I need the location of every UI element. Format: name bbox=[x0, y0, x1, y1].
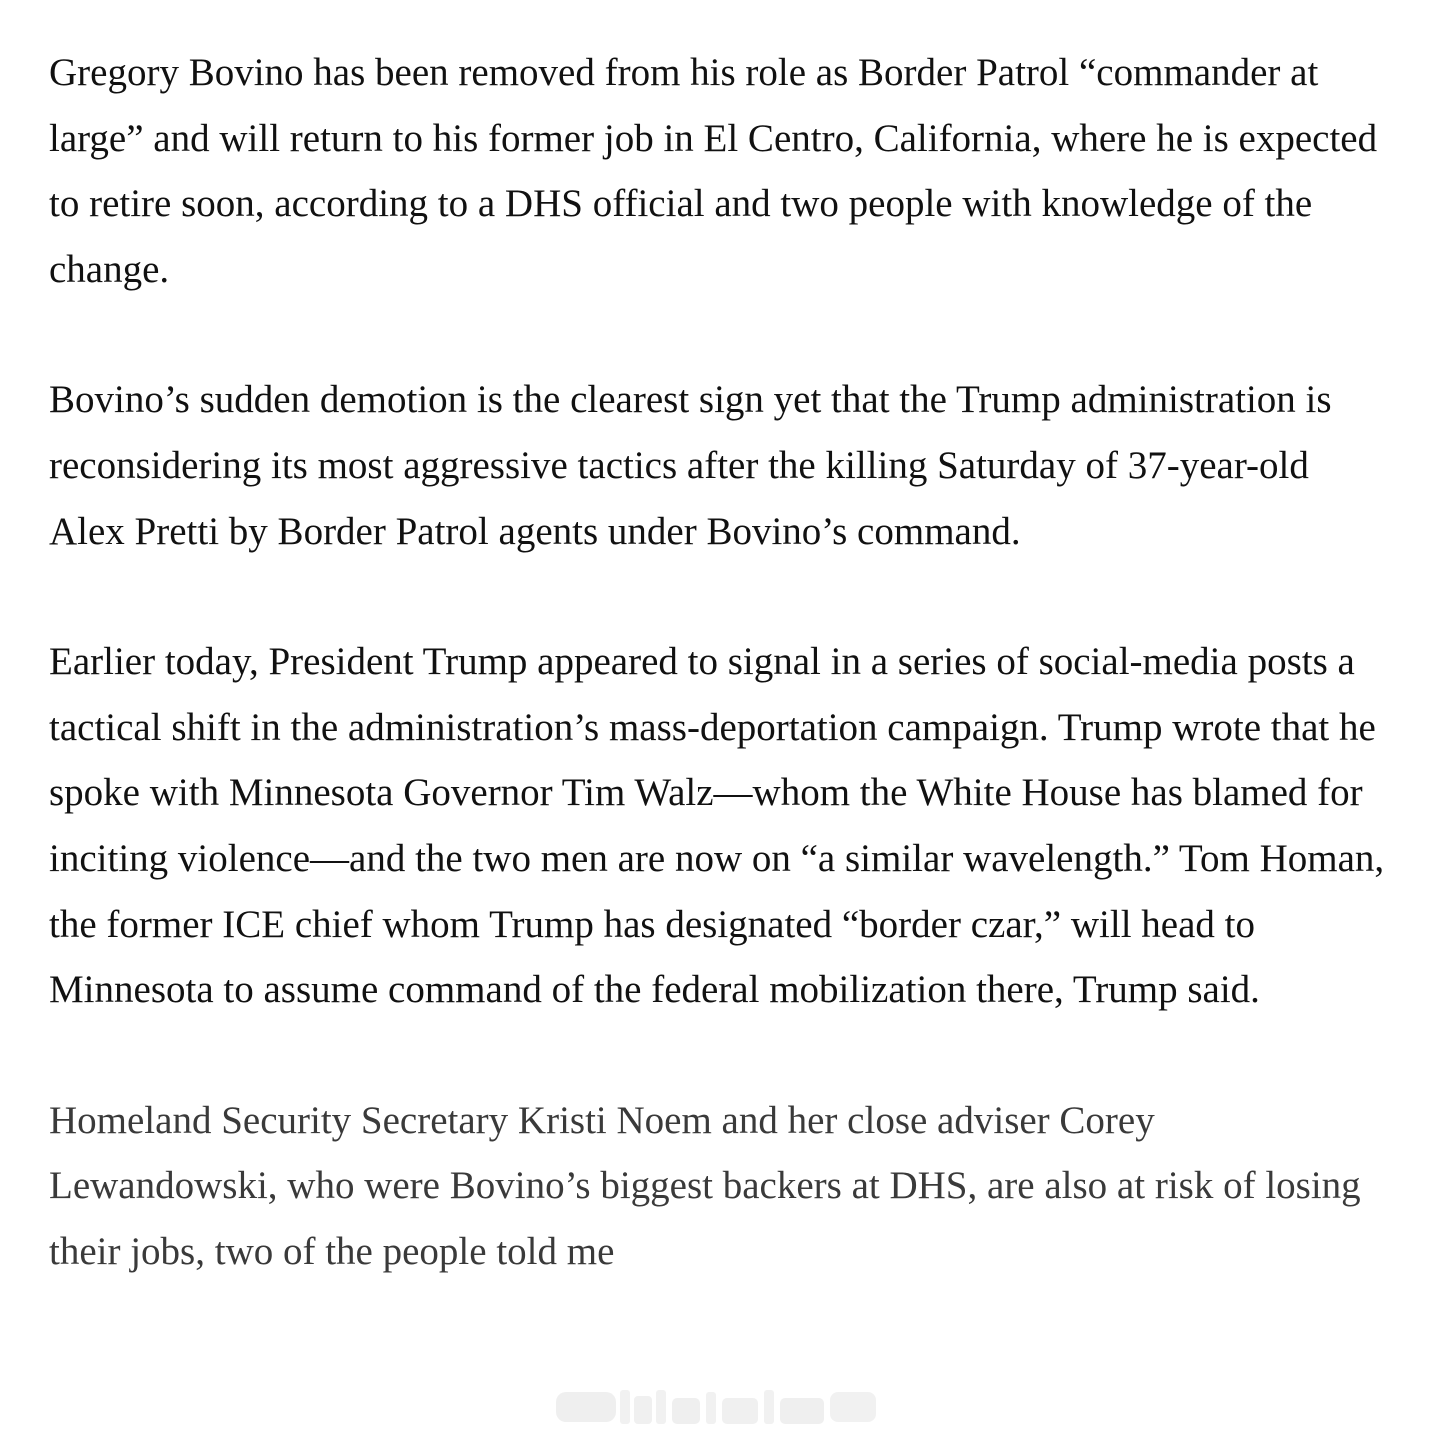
article-paragraph-2: Bovino’s sudden demotion is the clearest sign yet that the Trump administration is reconsidering its most aggressive tactics after the killing Saturday of 37-year-old Alex Pretti by Border Patrol agents under Bovino’s command. bbox=[49, 378, 1332, 553]
article-paragraph-3: Earlier today, President Trump appeared to signal in a series of social-media posts a tactical shift in the administration’s mass-deportation campaign. Trump wrote that he spoke with Minnesota Governor Tim Walz—whom the White House has blamed for inciting violence—and the two men are now on “a similar wavelength.” Tom Homan, the former ICE chief whom Trump has designated “border czar,” will head to Minnesota to assume command of the federal mobilization there, Trump said. bbox=[49, 640, 1385, 1012]
article-paragraph-1: Gregory Bovino has been removed from his role as Border Patrol “commander at large” and will return to his former job in El Centro, California, where he is expected to retire soon, according to a DHS official and two people with knowledge of the change. bbox=[49, 51, 1378, 291]
watermark-logo bbox=[556, 1386, 878, 1428]
article-body bbox=[49, 40, 1389, 1285]
article-paragraph-4: Homeland Security Secretary Kristi Noem and her close adviser Corey Lewandowski, who were Bovino’s biggest backers at DHS, are also at risk of losing their jobs, two of the people told me bbox=[49, 1098, 1361, 1273]
